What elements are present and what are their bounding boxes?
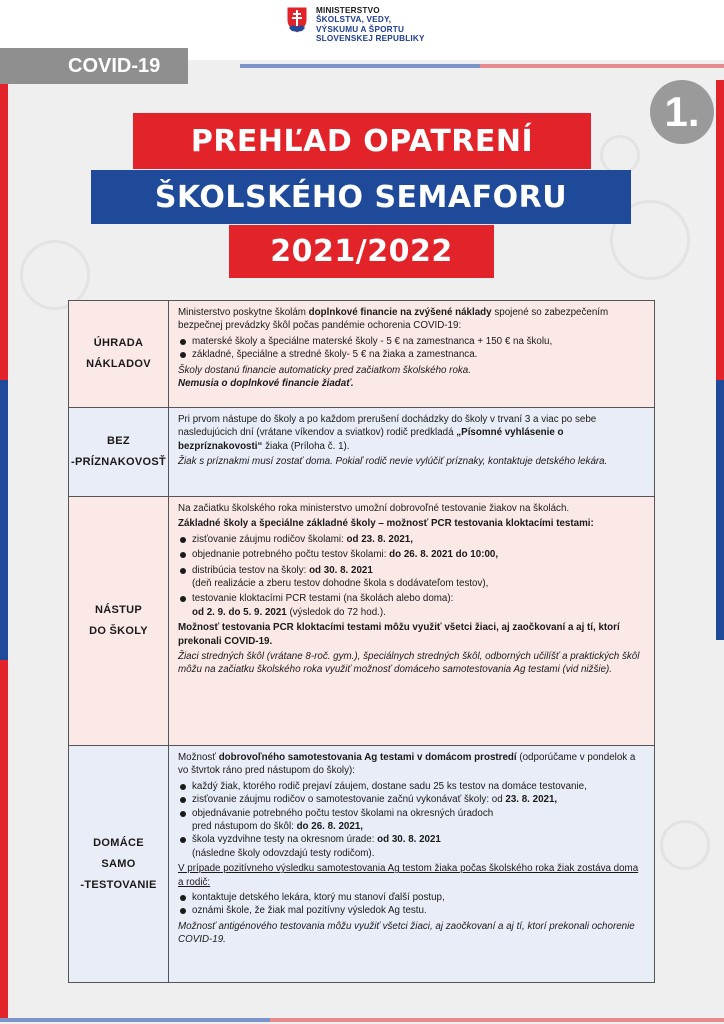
note-italic: Žiak s príznakmi musí zostať doma. Pokiaľ rodič nevie vylúčiť príznaky, kontaktuje detského lekára. — [178, 456, 608, 468]
virus-decoration-icon — [600, 135, 640, 175]
list-item: každý žiak, ktorého rodič prejaví záujem, dostane sadu 25 ks testov na domáce testovanie, — [178, 780, 646, 793]
text-bold: od 30. 8. 2021 — [377, 834, 441, 846]
table-row-bez — [69, 408, 654, 497]
right-bar-blue — [716, 380, 724, 640]
note-italic: Žiaci stredných škôl (vrátane 8-roč. gym.), špeciálnych stredných škôl, odborných učilíšť a praktických škôl môžu na začiatku školského roka využiť možnosť domáceho samotestovania Ag testami (vid nižšie). — [178, 651, 640, 676]
title-line3 — [229, 225, 494, 278]
list-item: oznámi škole, že žiak mal pozitívny výsledok Ag testu. — [178, 904, 646, 917]
table-row-nastup — [69, 497, 654, 746]
text: Na začiatku školského roka ministerstvo umožní dobrovoľné testovanie žiakov na školách. — [178, 503, 570, 514]
row-body-uhrada — [169, 301, 654, 407]
covid-tag-label: COVID-19 — [68, 54, 161, 77]
left-bar-red-lower — [0, 660, 8, 1018]
coat-of-arms-icon — [286, 6, 308, 34]
text: spojené so zabezpečením bezpečnej prevádzky škôl počas pandémie ochorenia COVID-19: — [178, 307, 609, 332]
top-stripe-red — [480, 64, 724, 68]
list-item-continuation: (deň realizácie a zberu testov dohodne škola s dodávateľom testov), — [192, 578, 489, 590]
ministry-logo — [286, 6, 425, 44]
list-item: testovanie kloktacími PCR testami (na školách alebo doma): — [178, 592, 646, 605]
row-label-line: -TESTOVANIE — [80, 878, 157, 891]
text-bold: dobrovoľného samotestovania Ag testami v domácom prostredí — [218, 752, 517, 763]
text-bold: do 26. 8. 2021 do 10:00, — [389, 549, 499, 561]
text-bold: 23. 8. 2021, — [505, 794, 558, 806]
page-number-text: 1. — [664, 88, 700, 135]
row-label-line: NÁSTUP — [94, 604, 143, 616]
note-underlined: V prípade pozitívneho výsledku samotestovania Ag testom žiaka počas školského roka žiak zostáva doma a rodič: — [178, 863, 639, 888]
text: zisťovanie záujmu rodičov školami: — [192, 533, 347, 545]
row-label-bez — [69, 408, 169, 496]
ministry-line1: MINISTERSTVO — [316, 6, 380, 15]
row-label-nastup — [69, 497, 169, 745]
bottom-stripe-blue — [0, 1018, 270, 1022]
table-row-domace — [69, 746, 654, 982]
row-label-domace — [69, 746, 169, 982]
list-item-continuation: (následne školy odovzdajú testy rodičom). — [192, 847, 375, 859]
row-label-line: BEZ — [107, 435, 130, 447]
measures-table — [68, 300, 655, 983]
text: (odporúčame v pondelok a vo štvrtok ráno pred nástupom do školy): — [178, 752, 636, 777]
row-label-line: NÁKLADOV — [86, 358, 151, 370]
row-label-line: -PRÍZNAKOVOSŤ — [71, 456, 166, 468]
text: Ministerstvo poskytne školám — [178, 307, 309, 318]
text: objednanie potrebného počtu testov školami: — [192, 549, 390, 561]
list-item — [178, 564, 646, 577]
list-item — [178, 833, 646, 846]
table-row-uhrada — [69, 301, 654, 408]
list-item: kontaktuje detského lekára, ktorý mu stanoví ďalší postup, — [178, 891, 646, 904]
text: Pri prvom nástupe do školy a po každom prerušení dochádzky do školy v trvaní 3 a viac po sebe nasledujúcich dní (vrátane víkendov a sviatkov) rodič predkladá — [178, 414, 597, 439]
text: pred nástupom do škôl: — [192, 821, 297, 833]
text-bold: Základné školy a špeciálne základné školy – možnosť PCR testovania kloktacími testami: — [178, 518, 594, 530]
ministry-line4: SLOVENSKEJ REPUBLIKY — [316, 34, 425, 44]
list-item — [178, 533, 646, 546]
note-italic: Školy dostanú financie automaticky pred začiatkom školského roka. — [178, 364, 471, 376]
text-bold: od 2. 9. do 5. 9. 2021 — [192, 606, 287, 618]
title-line1-text: PREHĽAD OPATRENÍ — [190, 123, 534, 159]
title-line2-text: ŠKOLSKÉHO SEMAFORU — [154, 179, 568, 215]
list-item — [178, 548, 646, 561]
row-label-line: SAMO — [101, 857, 136, 870]
left-bar-blue — [0, 380, 8, 660]
text-bold: doplnkové financie na zvýšené náklady — [308, 307, 492, 318]
page-number-badge — [650, 80, 714, 144]
covid-tag — [0, 48, 188, 84]
ministry-line2: ŠKOLSTVA, VEDY, — [316, 15, 392, 25]
text-bold: od 23. 8. 2021, — [346, 533, 413, 545]
row-label-line: DOMÁCE — [93, 836, 144, 849]
text-bold: Možnosť testovania PCR kloktacími testami môžu využiť všetci žiaci, aj zaočkovaní a aj tí, ktorí prekonali COVID-19. — [178, 622, 620, 647]
list-item-continuation — [178, 606, 646, 619]
left-bar-red — [0, 80, 8, 380]
top-stripe-blue — [240, 64, 480, 68]
text-bold: do 26. 8. 2021, — [296, 821, 364, 833]
note-italic: Možnosť antigénového testovania môžu využiť všetci žiaci, aj zaočkovaní a aj tí, ktorí prekonali ochorenie COVID-19. — [178, 920, 635, 946]
title-line3-text: 2021/2022 — [270, 234, 453, 269]
list-item: materské školy a špeciálne materské školy - 5 € na zamestnanca + 150 € na školu, — [178, 335, 646, 348]
row-label-uhrada — [69, 301, 169, 407]
row-body-domace — [169, 746, 654, 982]
row-body-nastup — [169, 497, 654, 745]
list-item-continuation — [178, 820, 646, 833]
text: škola vyzdvihne testy na okresnom úrade: — [192, 834, 378, 846]
text: žiaka (Príloha č. 1). — [262, 440, 350, 452]
text: distribúcia testov na školy: — [192, 564, 310, 576]
note-italic-bold: Nemusia o doplnkové financie žiadať. — [178, 378, 354, 390]
list-item — [178, 793, 646, 806]
title-line2 — [91, 170, 631, 224]
title-line1 — [133, 113, 591, 169]
row-label-line: DO ŠKOLY — [89, 625, 148, 637]
virus-decoration-icon — [660, 820, 710, 870]
list-item: objednávanie potrebného počtu testov školami na okresných úradoch — [178, 807, 646, 820]
text: zisťovanie záujmu rodičov o samotestovanie začnú vykonávať školy: od — [192, 794, 506, 806]
list-item: základné, špeciálne a stredné školy- 5 € na žiaka a zamestnanca. — [178, 348, 646, 361]
row-body-bez — [169, 408, 654, 496]
ministry-line3: VÝSKUMU A ŠPORTU — [316, 24, 405, 34]
text: (výsledok do 72 hod.). — [286, 606, 386, 618]
bottom-stripe-red — [270, 1018, 724, 1022]
text-bold: od 30. 8. 2021 — [309, 564, 373, 576]
row-label-line: ÚHRADA — [93, 337, 144, 349]
right-bar-red — [716, 80, 724, 380]
text: Možnosť — [178, 752, 219, 763]
text-bold: „Písomné vyhlásenie o bezpríznakovosti“ — [178, 427, 564, 452]
